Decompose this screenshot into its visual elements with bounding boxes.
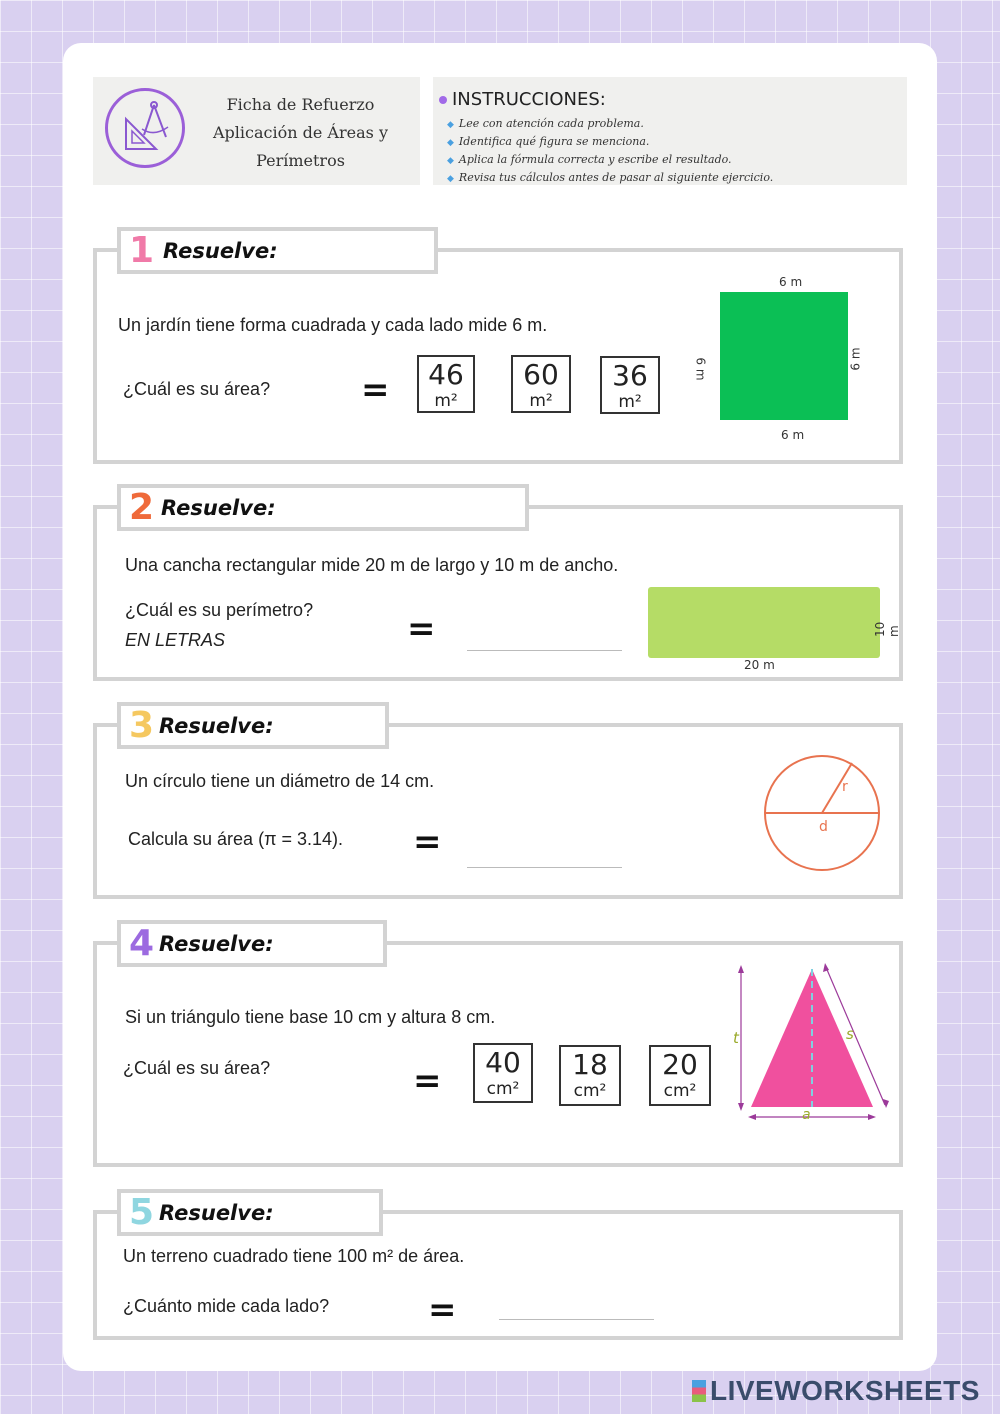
liveworksheets-logo [692, 1375, 980, 1407]
exercise-statement: Un jardín tiene forma cuadrada y cada lado mide 6 m. [118, 315, 548, 335]
brand-text: LIVEWORKSHEETS [710, 1375, 980, 1406]
worksheet-title [193, 91, 408, 175]
dimension-label: 6 m [779, 275, 803, 289]
instruction-text: Identifica qué figura se menciona. [458, 135, 650, 148]
equals-sign: = [361, 370, 390, 410]
instructions-box [433, 77, 907, 185]
exercise-statement: Un círculo tiene un diámetro de 14 cm. [125, 771, 435, 791]
exercise-1-header [117, 227, 438, 274]
instructions-heading [439, 89, 606, 110]
option-unit: m² [529, 391, 553, 411]
diamond-bullet-icon: ◆ [447, 138, 454, 148]
answer-option-20[interactable] [649, 1045, 711, 1106]
radius-label: r [842, 779, 848, 795]
exercise-label: Resuelve: [159, 932, 274, 956]
answer-option-36[interactable] [600, 356, 660, 414]
instruction-item [447, 133, 773, 151]
option-unit: m² [618, 392, 642, 412]
diamond-bullet-icon: ◆ [447, 174, 454, 184]
dimension-label: 6 m [781, 428, 805, 442]
exercise-question: ¿Cuál es su perímetro? [125, 600, 314, 620]
answer-option-40[interactable] [473, 1043, 533, 1103]
exercise-statement: Una cancha rectangular mide 20 m de largo y 10 m de ancho. [125, 555, 619, 575]
answer-option-18[interactable] [559, 1045, 621, 1106]
worksheet-header [93, 77, 420, 185]
square-figure [720, 292, 848, 420]
option-value: 36 [612, 359, 648, 392]
exercise-2-header [117, 484, 529, 531]
exercise-number: 2 [129, 487, 155, 528]
exercise-2 [93, 505, 903, 681]
exercise-label: Resuelve: [159, 1201, 274, 1225]
title-line: Aplicación de Áreas y [213, 123, 388, 142]
exercise-label: Resuelve: [161, 496, 276, 520]
answer-line[interactable] [467, 867, 622, 868]
instructions-list [447, 115, 773, 187]
exercise-4 [93, 941, 903, 1167]
exercise-question: ¿Cuál es su área? [123, 379, 271, 399]
instruction-item [447, 115, 773, 133]
instruction-item [447, 151, 773, 169]
diamond-bullet-icon: ◆ [447, 120, 454, 130]
diameter-label: d [819, 819, 828, 835]
dimension-label: 6 m [848, 347, 863, 371]
option-unit: cm² [486, 1079, 520, 1099]
exercise-statement: Un terreno cuadrado tiene 100 m² de área. [123, 1246, 465, 1266]
exercise-question: ¿Cuánto mide cada lado? [123, 1296, 330, 1316]
height-label: t [733, 1029, 739, 1047]
instruction-item [447, 169, 773, 187]
dimension-label: 10 m [873, 621, 901, 637]
circle-figure [762, 753, 882, 873]
option-unit: m² [434, 391, 458, 411]
instruction-text: Lee con atención cada problema. [458, 117, 644, 130]
answer-line[interactable] [467, 650, 622, 651]
triangle-figure [733, 961, 893, 1131]
option-value: 40 [485, 1046, 521, 1079]
equals-sign: = [407, 609, 436, 649]
dimension-label: 20 m [744, 658, 775, 672]
exercise-3 [93, 723, 903, 899]
instruction-text: Revisa tus cálculos antes de pasar al siguiente ejercicio. [458, 171, 774, 184]
brand-mark-icon [692, 1380, 706, 1402]
title-line: Ficha de Refuerzo [226, 95, 375, 114]
exercise-note: EN LETRAS [125, 630, 226, 650]
instructions-heading-text: INSTRUCCIONES: [452, 89, 606, 110]
option-value: 60 [523, 358, 559, 391]
answer-option-60[interactable] [511, 355, 571, 413]
exercise-number: 1 [129, 230, 155, 271]
answer-line[interactable] [499, 1319, 654, 1320]
option-value: 18 [572, 1048, 608, 1081]
instruction-text: Aplica la fórmula correcta y escribe el resultado. [458, 153, 732, 166]
option-value: 20 [662, 1048, 698, 1081]
option-value: 46 [428, 358, 464, 391]
exercise-label: Resuelve: [159, 714, 274, 738]
dimension-label: 6 m [693, 357, 708, 381]
answer-option-46[interactable] [417, 355, 475, 413]
rectangle-figure [648, 587, 880, 658]
equals-sign: = [413, 822, 442, 862]
exercise-question: Calcula su área (π = 3.14). [128, 829, 344, 849]
title-line: Perímetros [256, 151, 345, 170]
option-unit: cm² [663, 1081, 697, 1101]
diamond-bullet-icon: ◆ [447, 156, 454, 166]
equals-sign: = [428, 1290, 457, 1330]
geometry-tools-icon [105, 88, 185, 168]
option-unit: cm² [573, 1081, 607, 1101]
base-label: a [802, 1107, 811, 1123]
exercise-3-header [117, 702, 389, 749]
exercise-statement: Si un triángulo tiene base 10 cm y altura 8 cm. [125, 1007, 496, 1027]
side-label: s [846, 1025, 854, 1043]
exercise-number: 4 [129, 923, 155, 964]
exercise-1 [93, 248, 903, 464]
equals-sign: = [413, 1061, 442, 1101]
bullet-dot-icon [439, 96, 447, 104]
exercise-number: 3 [129, 705, 155, 746]
exercise-number: 5 [129, 1192, 155, 1233]
exercise-5-header [117, 1189, 383, 1236]
exercise-question: ¿Cuál es su área? [123, 1058, 271, 1078]
exercise-label: Resuelve: [163, 239, 278, 263]
exercise-4-header [117, 920, 387, 967]
